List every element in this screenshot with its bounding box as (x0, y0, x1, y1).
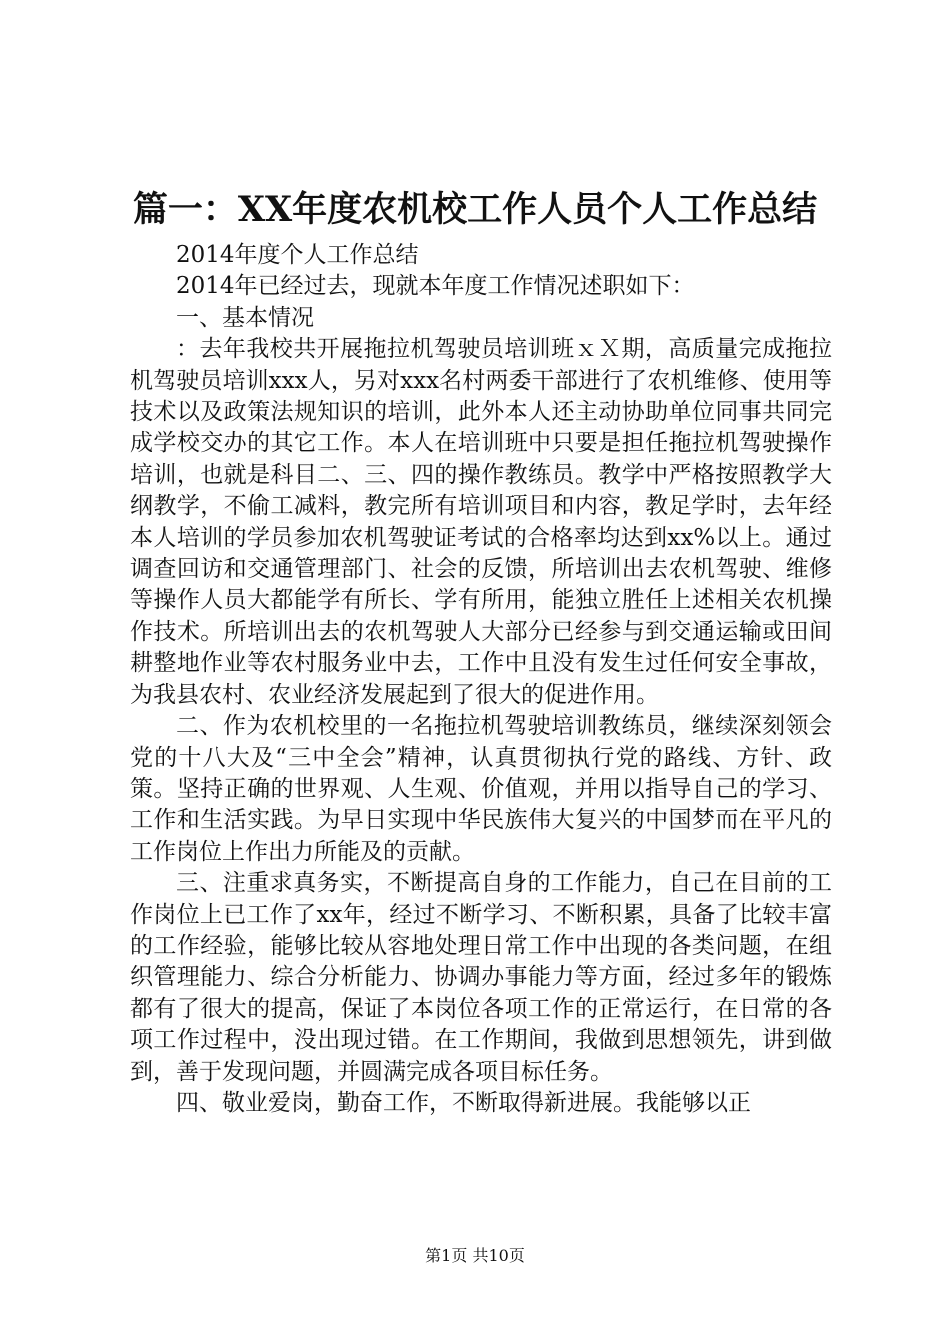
paragraph-section-three: 三、注重求真务实，不断提高自身的工作能力，自己在目前的工作岗位上已工作了xx年，经过不断学习、不断积累，具备了比较丰富的工作经验，能够比较从容地处理日常工作中出现的各类问题，在组织管理能力、综合分析能力、协调办事能力等方面，经过多年的锻炼都有了很大的提高，保证了本岗位各项工作的正常运行，在日常的各项工作过程中，没出现过错。在工作期间，我做到思想领先，讲到做到，善于发现问题，并圆满完成各项目标任务。 (130, 870, 832, 1085)
page-total: 共10页 (472, 1246, 525, 1265)
paragraph-basic-situation: ：去年我校共开展拖拉机驾驶员培训班ｘＸ期，高质量完成拖拉机驾驶员培训xxx人，另对xxx名村两委干部进行了农机维修、使用等技术以及政策法规知识的培训，此外本人还主动协助单位同事共同完成学校交办的其它工作。本人在培训班中只要是担任拖拉机驾驶操作培训，也就是科目二、三、四的操作教练员。教学中严格按照教学大纲教学，不偷工减料，教完所有培训项目和内容，教足学时，去年经本人培训的学员参加农机驾驶证考试的合格率均达到xx%以上。通过调查回访和交通管理部门、社会的反馈，所培训出去农机驾驶、维修等操作人员大都能学有所长、学有所用，能独立胜任上述相关农机操作技术。所培训出去的农机驾驶人大部分已经参与到交通运输或田间耕整地作业等农村服务业中去，工作中且没有发生过任何安全事故，为我县农村、农业经济发展起到了很大的促进作用。 (130, 336, 832, 708)
paragraph-section-two: 二、作为农机校里的一名拖拉机驾驶培训教练员，继续深刻领会党的十八大及“三中全会”精神，认真贯彻执行党的路线、方针、政策。坚持正确的世界观、人生观、价值观，并用以指导自己的学习、工作和生活实践。为早日实现中华民族伟大复兴的中国梦而在平凡的工作岗位上作出力所能及的贡献。 (130, 713, 832, 865)
paragraph-section-four: 四、敬业爱岗，勤奋工作，不断取得新进展。我能够以正 (176, 1089, 751, 1116)
document-body (130, 240, 832, 1119)
paragraph-intro: 2014年已经过去，现就本年度工作情况述职如下： (176, 273, 695, 300)
section-heading-basic: 一、基本情况 (176, 304, 314, 331)
page-number: 第1页 (425, 1246, 468, 1265)
document-title: 篇一：XX年度农机校工作人员个人工作总结 (132, 189, 818, 230)
page-footer (0, 1245, 950, 1267)
paragraph-subtitle: 2014年度个人工作总结 (176, 242, 419, 268)
